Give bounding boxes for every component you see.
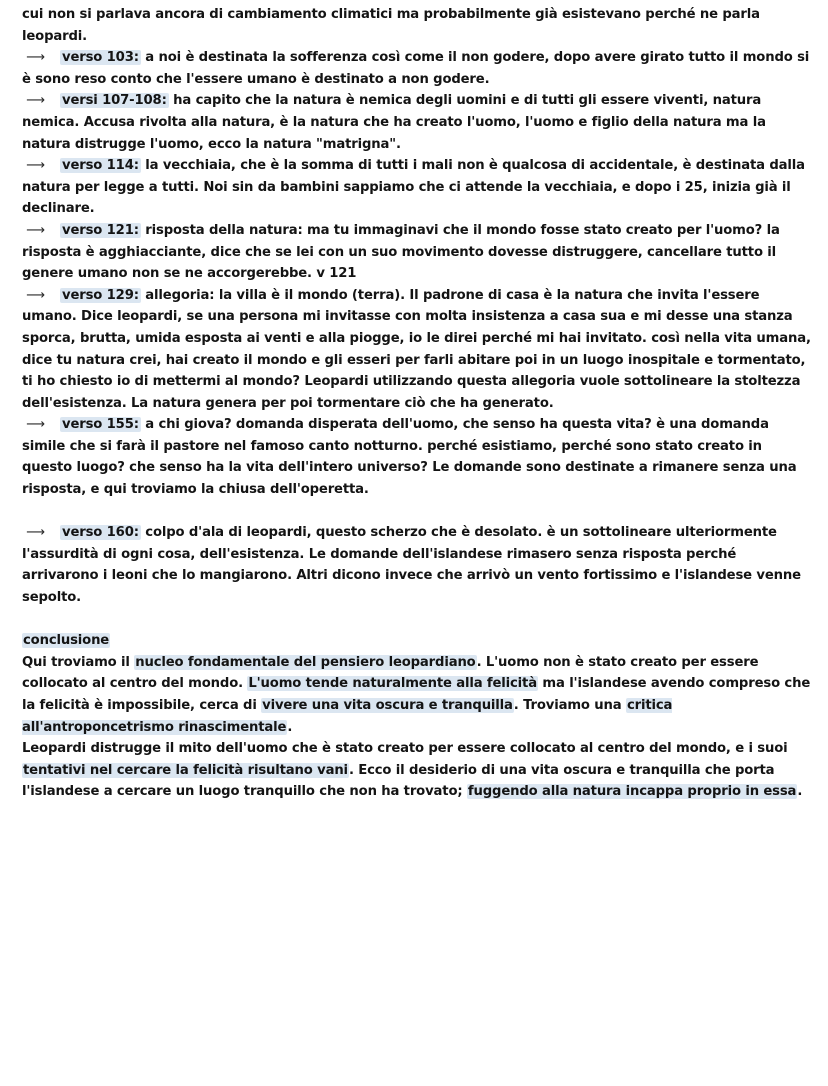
spacer	[22, 501, 812, 523]
verse-text: a chi giova? domanda disperata dell'uomo, che senso ha questa vita? è una domanda simile che si farà il pastore nel famoso canto notturno. perché esistiamo, perché sono stato creato in questo luogo? che senso ha la vita dell'intero universo? Le domande sono destinate a rimanere senza una risposta, e qui troviamo la chiusa dell'operetta.	[22, 417, 797, 498]
highlighted-phrase: nucleo fondamentale del pensiero leopardiano	[135, 654, 476, 670]
arrow-right-icon: ⟶	[26, 287, 45, 303]
highlighted-phrase: L'uomo tende naturalmente alla felicità	[248, 676, 537, 692]
verse-ref: verso 121:	[62, 222, 139, 238]
verse-text: risposta della natura: ma tu immaginavi che il mondo fosse stato creato per l'uomo? la risposta è agghiacciante, dice che se lei con un suo movimento dovesse distruggere, cancellare tutto il genere umano non se ne accorgerebbe. v 121	[22, 222, 780, 282]
verse-text: ha capito che la natura è nemica degli uomini e di tutti gli essere viventi, natura nemica. Accusa rivolta alla natura, è la natura che ha creato l'uomo, l'uomo e figlio della natura ma la natura distrugge l'uomo, ecco la natura "matrigna".	[22, 93, 766, 152]
spacer	[22, 609, 812, 631]
highlighted-phrase: tentativi nel cercare la felicità risultano vani	[23, 762, 348, 778]
verse-text: a noi è destinata la sofferenza così come il non godere, dopo avere girato tutto il mondo si è sono reso conto che l'essere umano è destinato a non godere.	[22, 50, 810, 87]
intro-paragraph: cui non si parlava ancora di cambiamento climatici ma probabilmente già esistevano perché ne parla leopardi.	[22, 7, 760, 44]
text-run: .	[287, 719, 293, 735]
verse-114-note	[22, 155, 812, 220]
verse-ref: verso 103:	[62, 50, 139, 66]
text-run: Leopardi distrugge il mito dell'uomo che è stato creato per essere collocato al centro del mondo, e i suoi	[22, 741, 788, 757]
verse-121-note	[22, 220, 812, 285]
verse-129-note	[22, 285, 812, 415]
text-run: ma l'islandese avendo compreso che la felicità è impossibile, cerca di	[22, 676, 811, 713]
conclusion-paragraph-1	[22, 652, 812, 738]
verse-text: la vecchiaia, che è la somma di tutti i mali non è qualcosa di accidentale, è destinata dalla natura per legge a tutti. Noi sin da bambini sappiamo che ci attende la vecchiaia, e dopo i 25, inizia già il declinare.	[22, 158, 805, 217]
verse-ref: versi 107-108:	[62, 93, 167, 109]
highlighted-phrase: critica all'antroponcetrismo rinascimentale	[22, 698, 673, 735]
arrow-right-icon: ⟶	[26, 525, 45, 541]
arrow-right-icon: ⟶	[26, 222, 45, 238]
verse-ref: verso 160:	[62, 525, 139, 541]
conclusion-heading	[22, 630, 812, 652]
arrow-right-icon: ⟶	[26, 93, 45, 109]
text-run: . L'uomo non è stato creato per essere collocato al centro del mondo.	[22, 654, 759, 692]
conclusion-heading-text: conclusione	[23, 633, 110, 649]
arrow-right-icon: ⟶	[26, 417, 45, 433]
verse-160-note	[22, 522, 812, 608]
verse-text: colpo d'ala di leopardi, questo scherzo che è desolato. è un sottolineare ulteriormente l'assurdità di ogni cosa, dell'esistenza. Le domande dell'islandese rimasero senza risposta perché arrivarono i leoni che lo mangiarono. Altri dicono invece che arrivò un vento fortissimo e l'islandese venne sepolto.	[22, 525, 801, 606]
notes-page	[22, 4, 812, 803]
verse-155-note	[22, 414, 812, 500]
text-run: . Troviamo una	[513, 698, 626, 713]
conclusion-paragraph-2	[22, 738, 812, 803]
verse-ref: verso 129:	[62, 287, 139, 303]
verse-ref: verso 114:	[62, 158, 139, 174]
highlighted-phrase: fuggendo alla natura incappa proprio in essa	[467, 784, 797, 800]
verse-103-note	[22, 47, 812, 90]
text-run: .	[797, 784, 803, 800]
arrow-right-icon: ⟶	[26, 50, 45, 66]
verse-107-108-note	[22, 90, 812, 155]
text-run: . Ecco il desiderio di una vita oscura e tranquilla che porta l'islandese a cercare un luogo tranquillo che non ha trovato;	[22, 762, 775, 800]
highlighted-phrase: vivere una vita oscura e tranquilla	[262, 698, 513, 713]
verse-text: allegoria: la villa è il mondo (terra). Il padrone di casa è la natura che invita l'essere umano. Dice leopardi, se una persona mi invitasse con molta insistenza a casa sua e mi desse una stanza sporca, brutta, umida esposta ai venti e alla piogge, io le direi perché mi hai invitato. così nella vita umana, dice tu natura crei, hai creato il mondo e gli esseri per farli abitare poi in un luogo inospitale e tormentato, ti ho chiesto io di mettermi al mondo? Leopardi utilizzando questa allegoria vuole sottolineare la stoltezza dell'esistenza. La natura genera per poi tormentare ciò che ha generato.	[22, 287, 811, 411]
verse-ref: verso 155:	[62, 417, 139, 433]
arrow-right-icon: ⟶	[26, 158, 45, 174]
text-run: Qui troviamo il	[22, 654, 135, 670]
